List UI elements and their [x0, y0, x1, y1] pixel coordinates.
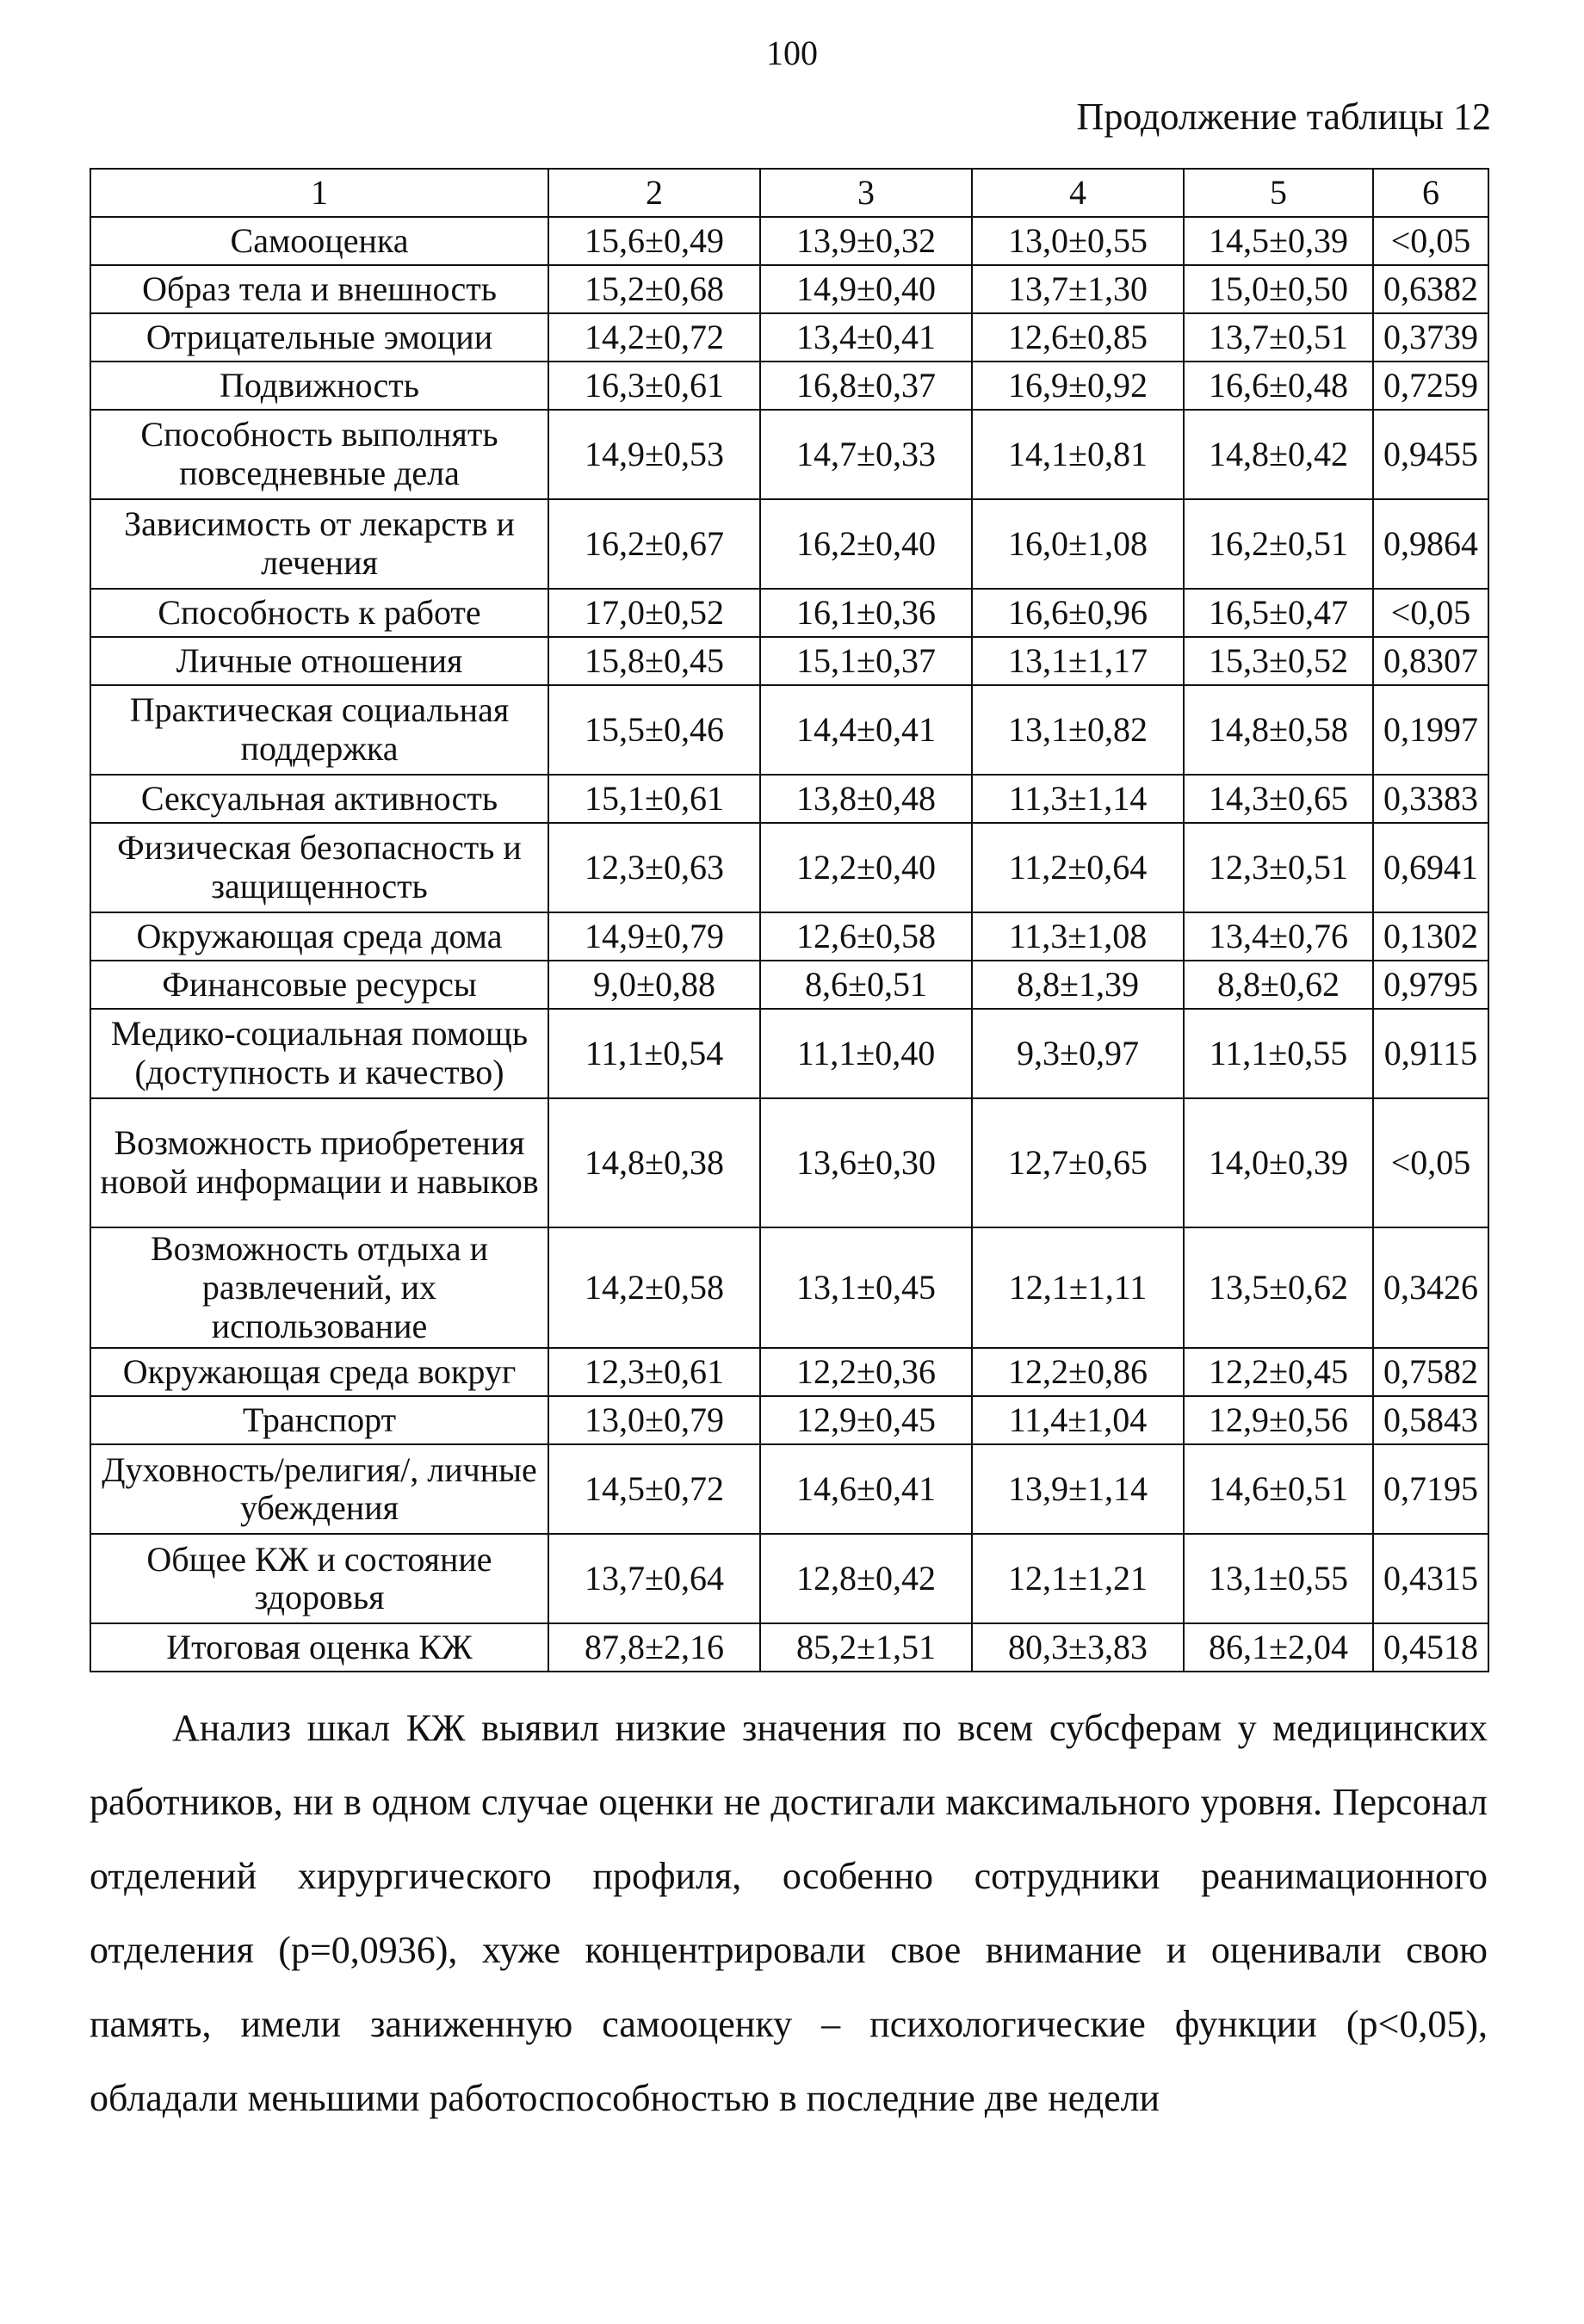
value-cell: 16,2±0,40 — [760, 499, 972, 589]
value-cell: 14,1±0,81 — [972, 410, 1184, 499]
value-cell: 12,6±0,58 — [760, 912, 972, 961]
value-cell: 16,5±0,47 — [1184, 589, 1373, 637]
value-cell: 14,2±0,58 — [548, 1227, 760, 1348]
value-cell: 16,9±0,92 — [972, 362, 1184, 410]
value-cell: 13,4±0,41 — [760, 313, 972, 362]
table-row — [90, 823, 1488, 912]
table-row — [90, 313, 1488, 362]
value-cell: 15,1±0,61 — [548, 775, 760, 823]
value-cell: 13,7±1,30 — [972, 265, 1184, 313]
value-cell: 14,6±0,41 — [760, 1444, 972, 1534]
table-row — [90, 1396, 1488, 1444]
value-cell: 14,2±0,72 — [548, 313, 760, 362]
table-row — [90, 1009, 1488, 1098]
value-cell: 12,2±0,36 — [760, 1348, 972, 1396]
value-cell: 16,2±0,51 — [1184, 499, 1373, 589]
p-value-cell: 0,4518 — [1373, 1623, 1488, 1672]
value-cell: 13,7±0,51 — [1184, 313, 1373, 362]
value-cell: 13,5±0,62 — [1184, 1227, 1373, 1348]
value-cell: 13,6±0,30 — [760, 1098, 972, 1227]
value-cell: 14,6±0,51 — [1184, 1444, 1373, 1534]
table-row — [90, 1444, 1488, 1534]
value-cell: 12,3±0,61 — [548, 1348, 760, 1396]
value-cell: 12,7±0,65 — [972, 1098, 1184, 1227]
value-cell: 16,6±0,48 — [1184, 362, 1373, 410]
value-cell: 16,6±0,96 — [972, 589, 1184, 637]
value-cell: 14,8±0,58 — [1184, 685, 1373, 775]
value-cell: 11,1±0,55 — [1184, 1009, 1373, 1098]
header-cell: 3 — [760, 169, 972, 217]
row-label: Способность к работе — [90, 589, 548, 637]
value-cell: 85,2±1,51 — [760, 1623, 972, 1672]
value-cell: 12,3±0,63 — [548, 823, 760, 912]
p-value-cell: <0,05 — [1373, 589, 1488, 637]
row-label: Физическая безопасность и защищенность — [90, 823, 548, 912]
table-row — [90, 961, 1488, 1009]
row-label: Подвижность — [90, 362, 548, 410]
row-label: Зависимость от лекарств и лечения — [90, 499, 548, 589]
value-cell: 13,9±1,14 — [972, 1444, 1184, 1534]
header-cell: 5 — [1184, 169, 1373, 217]
p-value-cell: 0,3739 — [1373, 313, 1488, 362]
value-cell: 9,3±0,97 — [972, 1009, 1184, 1098]
row-label: Транспорт — [90, 1396, 548, 1444]
value-cell: 14,0±0,39 — [1184, 1098, 1373, 1227]
body-paragraph: Анализ шкал КЖ выявил низкие значения по всем субсферам у медицинских работников, ни в одном случае оценки не достигали максимального уровня. Персонал отделений хирургического профиля, особенно сотрудники реанимационного отделения (p=0,0936), хуже концентрировали свое внимание и оценивали свою память, имели заниженную самооценку – психологические функции (p<0,05), обладали меньшими работоспособностью в последние две недели — [90, 1707, 1488, 2119]
value-cell: 12,3±0,51 — [1184, 823, 1373, 912]
p-value-cell: 0,9115 — [1373, 1009, 1488, 1098]
p-value-cell: 0,3383 — [1373, 775, 1488, 823]
value-cell: 80,3±3,83 — [972, 1623, 1184, 1672]
value-cell: 15,6±0,49 — [548, 217, 760, 265]
p-value-cell: 0,7195 — [1373, 1444, 1488, 1534]
p-value-cell: 0,1302 — [1373, 912, 1488, 961]
header-cell: 4 — [972, 169, 1184, 217]
value-cell: 14,9±0,79 — [548, 912, 760, 961]
table-row — [90, 499, 1488, 589]
value-cell: 15,5±0,46 — [548, 685, 760, 775]
value-cell: 14,7±0,33 — [760, 410, 972, 499]
value-cell: 12,1±1,11 — [972, 1227, 1184, 1348]
value-cell: 11,3±1,14 — [972, 775, 1184, 823]
value-cell: 9,0±0,88 — [548, 961, 760, 1009]
row-label: Самооценка — [90, 217, 548, 265]
table-row — [90, 1227, 1488, 1348]
p-value-cell: 0,9455 — [1373, 410, 1488, 499]
row-label: Способность выполнять повседневные дела — [90, 410, 548, 499]
header-row — [90, 169, 1488, 217]
value-cell: 14,4±0,41 — [760, 685, 972, 775]
p-value-cell: 0,3426 — [1373, 1227, 1488, 1348]
value-cell: 17,0±0,52 — [548, 589, 760, 637]
header-cell: 6 — [1373, 169, 1488, 217]
value-cell: 13,1±0,45 — [760, 1227, 972, 1348]
value-cell: 12,9±0,56 — [1184, 1396, 1373, 1444]
row-label: Возможность приобретения новой информации и навыков — [90, 1098, 548, 1227]
page-number: 100 — [766, 34, 818, 72]
row-label: Сексуальная активность — [90, 775, 548, 823]
value-cell: 11,2±0,64 — [972, 823, 1184, 912]
table-row — [90, 1098, 1488, 1227]
p-value-cell: 0,6941 — [1373, 823, 1488, 912]
value-cell: 86,1±2,04 — [1184, 1623, 1373, 1672]
value-cell: 13,1±1,17 — [972, 637, 1184, 685]
table-row — [90, 410, 1488, 499]
value-cell: 12,9±0,45 — [760, 1396, 972, 1444]
value-cell: 13,0±0,79 — [548, 1396, 760, 1444]
value-cell: 11,3±1,08 — [972, 912, 1184, 961]
table-row — [90, 912, 1488, 961]
value-cell: 15,0±0,50 — [1184, 265, 1373, 313]
header-cell: 2 — [548, 169, 760, 217]
table-row — [90, 1623, 1488, 1672]
p-value-cell: 0,9864 — [1373, 499, 1488, 589]
row-label: Медико-социальная помощь (доступность и качество) — [90, 1009, 548, 1098]
table-row — [90, 685, 1488, 775]
table-row — [90, 217, 1488, 265]
row-label: Практическая социальная поддержка — [90, 685, 548, 775]
value-cell: 16,2±0,67 — [548, 499, 760, 589]
value-cell: 12,6±0,85 — [972, 313, 1184, 362]
value-cell: 14,5±0,39 — [1184, 217, 1373, 265]
value-cell: 13,8±0,48 — [760, 775, 972, 823]
value-cell: 16,1±0,36 — [760, 589, 972, 637]
table-row — [90, 265, 1488, 313]
value-cell: 14,8±0,42 — [1184, 410, 1373, 499]
value-cell: 14,3±0,65 — [1184, 775, 1373, 823]
value-cell: 16,0±1,08 — [972, 499, 1184, 589]
table-row — [90, 775, 1488, 823]
row-label: Образ тела и внешность — [90, 265, 548, 313]
p-value-cell: 0,7582 — [1373, 1348, 1488, 1396]
row-label: Окружающая среда дома — [90, 912, 548, 961]
table-row — [90, 589, 1488, 637]
table-row — [90, 1534, 1488, 1623]
table-row — [90, 637, 1488, 685]
header-cell: 1 — [90, 169, 548, 217]
p-value-cell: 0,5843 — [1373, 1396, 1488, 1444]
value-cell: 16,8±0,37 — [760, 362, 972, 410]
value-cell: 8,8±1,39 — [972, 961, 1184, 1009]
value-cell: 12,8±0,42 — [760, 1534, 972, 1623]
value-cell: 12,2±0,40 — [760, 823, 972, 912]
p-value-cell: <0,05 — [1373, 1098, 1488, 1227]
table-row — [90, 1348, 1488, 1396]
value-cell: 11,1±0,40 — [760, 1009, 972, 1098]
value-cell: 13,1±0,55 — [1184, 1534, 1373, 1623]
value-cell: 12,2±0,45 — [1184, 1348, 1373, 1396]
value-cell: 15,1±0,37 — [760, 637, 972, 685]
value-cell: 13,1±0,82 — [972, 685, 1184, 775]
value-cell: 13,0±0,55 — [972, 217, 1184, 265]
value-cell: 15,8±0,45 — [548, 637, 760, 685]
p-value-cell: 0,9795 — [1373, 961, 1488, 1009]
p-value-cell: 0,1997 — [1373, 685, 1488, 775]
data-table — [90, 168, 1489, 1672]
value-cell: 13,9±0,32 — [760, 217, 972, 265]
row-label: Отрицательные эмоции — [90, 313, 548, 362]
p-value-cell: <0,05 — [1373, 217, 1488, 265]
p-value-cell: 0,4315 — [1373, 1534, 1488, 1623]
value-cell: 14,5±0,72 — [548, 1444, 760, 1534]
p-value-cell: 0,8307 — [1373, 637, 1488, 685]
row-label: Финансовые ресурсы — [90, 961, 548, 1009]
table-row — [90, 362, 1488, 410]
value-cell: 87,8±2,16 — [548, 1623, 760, 1672]
value-cell: 13,4±0,76 — [1184, 912, 1373, 961]
value-cell: 12,2±0,86 — [972, 1348, 1184, 1396]
row-label: Окружающая среда вокруг — [90, 1348, 548, 1396]
value-cell: 16,3±0,61 — [548, 362, 760, 410]
value-cell: 14,8±0,38 — [548, 1098, 760, 1227]
p-value-cell: 0,6382 — [1373, 265, 1488, 313]
value-cell: 12,1±1,21 — [972, 1534, 1184, 1623]
value-cell: 11,4±1,04 — [972, 1396, 1184, 1444]
row-label: Общее КЖ и состояние здоровья — [90, 1534, 548, 1623]
value-cell: 13,7±0,64 — [548, 1534, 760, 1623]
row-label: Итоговая оценка КЖ — [90, 1623, 548, 1672]
row-label: Духовность/религия/, личные убеждения — [90, 1444, 548, 1534]
value-cell: 15,3±0,52 — [1184, 637, 1373, 685]
value-cell: 11,1±0,54 — [548, 1009, 760, 1098]
value-cell: 14,9±0,40 — [760, 265, 972, 313]
row-label: Личные отношения — [90, 637, 548, 685]
value-cell: 8,8±0,62 — [1184, 961, 1373, 1009]
value-cell: 14,9±0,53 — [548, 410, 760, 499]
row-label: Возможность отдыха и развлечений, их использование — [90, 1227, 548, 1348]
value-cell: 8,6±0,51 — [760, 961, 972, 1009]
table-continuation-label: Продолжение таблицы 12 — [1076, 96, 1491, 138]
value-cell: 15,2±0,68 — [548, 265, 760, 313]
p-value-cell: 0,7259 — [1373, 362, 1488, 410]
